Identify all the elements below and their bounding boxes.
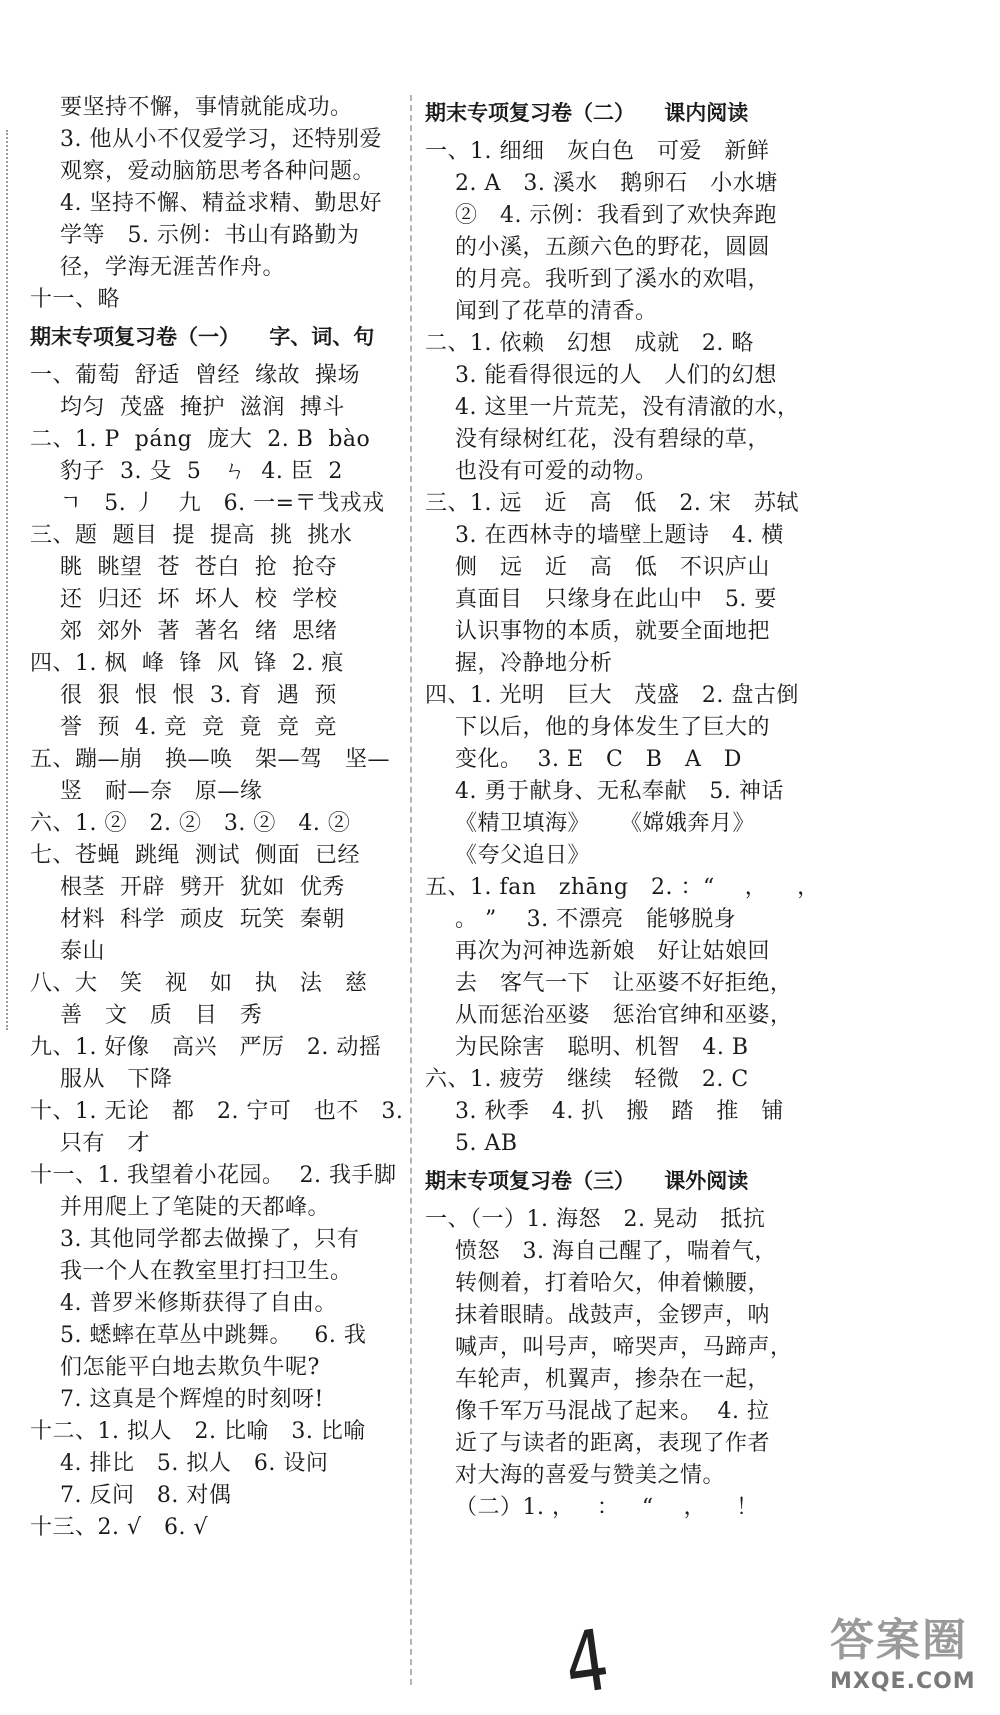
section-title: 期末专项复习卷（一） 字、词、句	[30, 325, 375, 349]
watermark	[830, 1615, 995, 1710]
answer-line: 像千军万马混战了起来。 4. 拉	[425, 1399, 770, 1424]
left-answer-column	[30, 92, 405, 1544]
watermark-logo: 答案圈	[830, 1615, 968, 1666]
answer-line: 3. 他从小不仅爱学习，还特别爱	[30, 127, 382, 152]
answer-line: 三、1. 远 近 高 低 2. 宋 苏轼	[425, 491, 799, 516]
answer-line: 2. A 3. 溪水 鹅卵石 小水塘	[425, 171, 778, 196]
answer-line: 并用爬上了笔陡的天都峰。	[30, 1195, 330, 1220]
answer-line: 变化。 3. E C B A D	[425, 747, 742, 772]
answer-line: 再次为河神选新娘 好让姑娘回	[425, 939, 770, 964]
answer-line: 九、1. 好像 高兴 严厉 2. 动摇	[30, 1035, 382, 1060]
answer-line: 近了与读者的距离，表现了作者	[425, 1431, 770, 1456]
column-divider	[410, 95, 412, 1685]
answer-line: 们怎能平白地去欺负牛呢?	[30, 1355, 320, 1380]
answer-line: 转侧着，打着哈欠，伸着懒腰，	[425, 1271, 770, 1296]
answer-line: 下以后，他的身体发生了巨大的	[425, 715, 770, 740]
answer-line: 车轮声，机翼声，掺杂在一起，	[425, 1367, 770, 1392]
answer-line: 一、1. 细细 灰白色 可爱 新鲜	[425, 139, 770, 164]
answer-line: 。 ” 3. 不漂亮 能够脱身	[425, 907, 737, 932]
answer-line: 服从 下降	[30, 1067, 173, 1092]
answer-line: 材料 科学 顽皮 玩笑 秦朝	[30, 907, 345, 932]
answer-line: 一、（一）1. 海怒 2. 晃动 抵抗	[425, 1207, 766, 1232]
watermark-url: MXQE.COM	[830, 1669, 976, 1694]
binding-margin-dots	[6, 130, 8, 1030]
answer-line: 4. 普罗米修斯获得了自由。	[30, 1291, 337, 1316]
answer-line: 愤怒 3. 海自己醒了，喘着气，	[425, 1239, 777, 1264]
answer-line: 从而惩治巫婆 惩治官绅和巫婆，	[425, 1003, 793, 1028]
answer-line: 5. 蟋蟀在草丛中跳舞。 6. 我	[30, 1323, 367, 1348]
answer-line: 二、1. 依赖 幻想 成就 2. 略	[425, 331, 754, 356]
section-title: 期末专项复习卷（三） 课外阅读	[425, 1169, 749, 1193]
answer-line: 学等 5. 示例：书山有路勤为	[30, 223, 360, 248]
answer-line: 六、1. 疲劳 继续 轻微 2. C	[425, 1067, 749, 1092]
answer-line: 7. 这真是个辉煌的时刻呀!	[30, 1387, 324, 1412]
answer-line: 均匀 茂盛 掩护 滋润 搏斗	[30, 395, 345, 420]
answer-line: 的小溪，五颜六色的野花，圆圆	[425, 235, 770, 260]
answer-line: 郊 郊外 著 著名 绪 思绪	[30, 619, 338, 644]
answer-line: 侧 远 近 高 低 不识庐山	[425, 555, 770, 580]
answer-line: 十二、1. 拟人 2. 比喻 3. 比喻	[30, 1419, 366, 1444]
answer-line: 六、1. ② 2. ② 3. ② 4. ②	[30, 811, 351, 836]
answer-line: 的月亮。我听到了溪水的欢唱，	[425, 267, 770, 292]
answer-line: ② 4. 示例：我看到了欢快奔跑	[425, 203, 777, 228]
answer-line: 十一、略	[30, 287, 121, 312]
answer-line: 十一、1. 我望着小花园。 2. 我手脚	[30, 1163, 397, 1188]
answer-line: 泰山	[30, 939, 105, 964]
answer-line: 喊声，叫号声，啼哭声，马蹄声，	[425, 1335, 793, 1360]
answer-line: 善 文 质 目 秀	[30, 1003, 263, 1028]
answer-line: 还 归还 坏 坏人 校 学校	[30, 587, 338, 612]
answer-line: 3. 在西林寺的墙壁上题诗 4. 横	[425, 523, 784, 548]
answer-line: 眺 眺望 苍 苍白 抢 抢夺	[30, 555, 338, 580]
right-answer-column	[425, 92, 855, 1524]
answer-line: 闻到了花草的清香。	[425, 299, 658, 324]
answer-line: 径，学海无涯苦作舟。	[30, 255, 285, 280]
answer-line: 我一个人在教室里打扫卫生。	[30, 1259, 353, 1284]
answer-line: 五、1. fan zhāng 2. ：“ ， ，	[425, 875, 820, 900]
answer-line: 要坚持不懈，事情就能成功。	[30, 95, 353, 120]
handwritten-page-mark: 4	[558, 1610, 615, 1714]
section-title: 期末专项复习卷（二） 课内阅读	[425, 101, 749, 125]
answer-line: 抹着眼睛。战鼓声，金锣声，呐	[425, 1303, 770, 1328]
answer-line: 四、1. 枫 峰 锋 风 锋 2. 痕	[30, 651, 344, 676]
answer-line: 根茎 开辟 劈开 犹如 优秀	[30, 875, 345, 900]
answer-line: 3. 秋季 4. 扒 搬 踏 推 铺	[425, 1099, 784, 1124]
answer-line: 八、大 笑 视 如 执 法 慈	[30, 971, 368, 996]
answer-line: 一、葡萄 舒适 曾经 缘故 操场	[30, 363, 360, 388]
answer-line: 认识事物的本质，就要全面地把	[425, 619, 770, 644]
answer-line: 握，冷静地分析	[425, 651, 613, 676]
answer-line: 只有 才	[30, 1131, 150, 1156]
answer-line: 4. 这里一片荒芜，没有清澈的水，	[425, 395, 800, 420]
answer-line: 很 狠 恨 恨 3. 育 遇 预	[30, 683, 337, 708]
answer-line: 四、1. 光明 巨大 茂盛 2. 盘古倒	[425, 683, 799, 708]
answer-line: 4. 坚持不懈、精益求精、勤思好	[30, 191, 382, 216]
answer-line: 《精卫填海》 《嫦娥奔月》	[425, 811, 755, 836]
answer-line: 7. 反问 8. 对偶	[30, 1483, 232, 1508]
answer-line: 5. AB	[425, 1131, 518, 1156]
answer-line: 十三、2. √ 6. √	[30, 1515, 208, 1540]
answer-line: 二、1. P páng 庞大 2. B bào	[30, 427, 371, 452]
answer-line: 豹子 3. 殳 5 ㄣ 4. 臣 2	[30, 459, 343, 484]
answer-line: 为民除害 聪明、机智 4. B	[425, 1035, 749, 1060]
answer-line: 3. 能看得很远的人 人们的幻想	[425, 363, 777, 388]
answer-line: 竖 耐—奈 原—缘	[30, 779, 263, 804]
answer-line: 七、苍蝇 跳绳 测试 侧面 已经	[30, 843, 360, 868]
answer-line: 3. 其他同学都去做操了，只有	[30, 1227, 360, 1252]
answer-line: （二）1. ， ： “ ， ！	[425, 1495, 759, 1520]
answer-line: 十、1. 无论 都 2. 宁可 也不 3.	[30, 1099, 404, 1124]
answer-line: 4. 排比 5. 拟人 6. 设问	[30, 1451, 329, 1476]
answer-line: 对大海的喜爱与赞美之情。	[425, 1463, 725, 1488]
answer-line: 五、蹦—崩 换—唤 架—驾 坚—	[30, 747, 390, 772]
answer-line: 誉 预 4. 竞 竞 竟 竞 竞	[30, 715, 337, 740]
answer-line: ㄱ 5. 丿 九 6. 一=〒𢦏戎戎	[30, 491, 385, 516]
answer-line: 真面目 只缘身在此山中 5. 要	[425, 587, 777, 612]
answer-line: 也没有可爱的动物。	[425, 459, 658, 484]
answer-line: 《夸父追日》	[425, 843, 590, 868]
answer-line: 去 客气一下 让巫婆不好拒绝，	[425, 971, 793, 996]
answer-line: 没有绿树红花，没有碧绿的草，	[425, 427, 770, 452]
answer-line: 观察，爱动脑筋思考各种问题。	[30, 159, 375, 184]
answer-line: 4. 勇于献身、无私奉献 5. 神话	[425, 779, 784, 804]
answer-line: 三、题 题目 提 提高 挑 挑水	[30, 523, 353, 548]
